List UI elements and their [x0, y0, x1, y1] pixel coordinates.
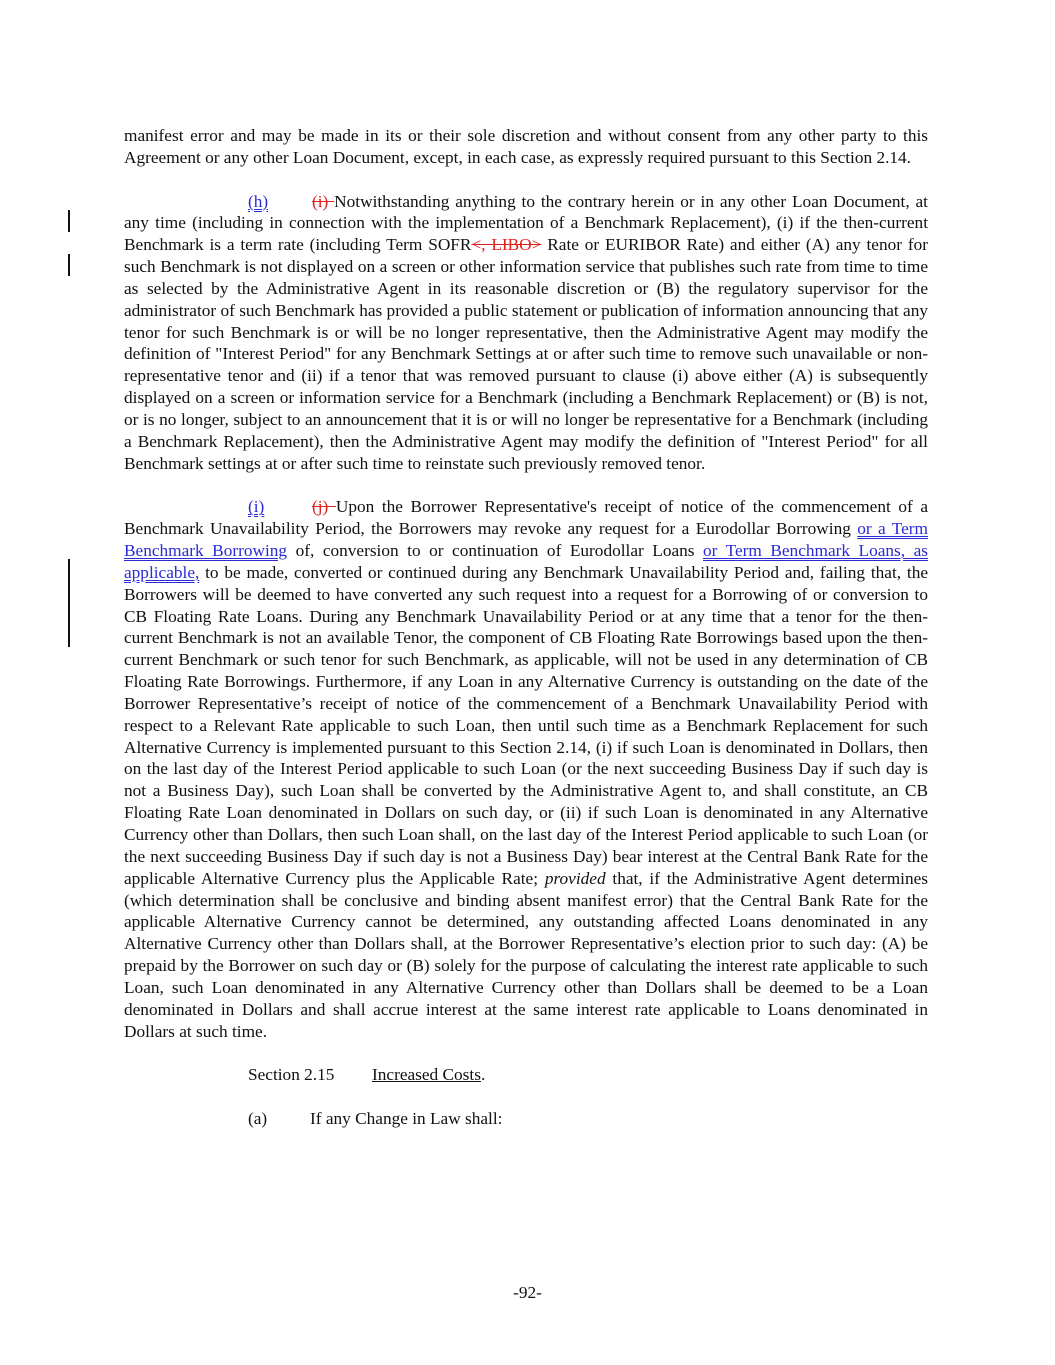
paragraph-text: Notwithstanding anything to the contrary herein or in any other Loan Document, at any time (including in connection with the implementation of a Benchmark Replacement), (i) if the then-current Benchmark is a term rate (including Term SOFR — [124, 191, 928, 255]
deleted-text: <, LIBO> — [471, 235, 542, 255]
section-number: Section 2.15 — [248, 1065, 335, 1085]
subsection-text: If any Change in Law shall: — [310, 1108, 503, 1128]
paragraph-text: Upon the Borrower Representative's receipt of notice of the commencement of a Benchmark Unavailability Period, the Borrowers may revoke any request for a Eurodollar Borrowing — [124, 497, 928, 539]
section-period: . — [480, 1065, 486, 1085]
inserted-text: or Term Benchmark Loans, as applicable, — [124, 541, 929, 582]
subsection-a — [248, 1108, 928, 1130]
paragraph-i — [124, 496, 928, 1042]
paragraph-continuation: manifest error and may be made in its or their sole discretion and without consent from any other party to this Agreement or any other Loan Document, except, in each case, as expressly required pursuant to this Section 2.14. — [124, 126, 928, 167]
document-body — [124, 125, 928, 1152]
section-title: Increased Costs — [372, 1065, 481, 1085]
deleted-label: (i) — [312, 191, 335, 211]
inserted-label-i: (i) — [248, 497, 265, 517]
paragraph-text: Rate or EURIBOR Rate) and either (A) any tenor for such Benchmark is not displayed on a screen or other information service that publishes such rate from time to time as selected by the Administrative Agent in its reasonable discretion or (B) the regulatory supervisor for the administrator of such Benchmark has provided a public statement or publication of information announcing that any tenor for such Benchmark is or will be no longer representative, then the Administrative Agent may modify the definition of "Interest Period" for any Benchmark Settings at or after such time to remove such unavailable or non-representative tenor and (ii) if a tenor that was removed pursuant to clause (i) above either (A) is subsequently displayed on a screen or information service for a Benchmark (including a Benchmark Replacement) or (B) is not, or is no longer, subject to an announcement that it is or will no longer be representative for a Benchmark (including a Benchmark Replacement), then the Administrative Agent may modify the definition of "Interest Period" for all Benchmark settings at or after such time to reinstate such previously removed tenor. — [124, 235, 928, 473]
change-bar — [68, 254, 70, 276]
deleted-label: (j) — [312, 497, 336, 517]
change-bar — [68, 559, 70, 647]
section-heading — [248, 1064, 928, 1086]
paragraph-text: to be made, converted or continued during any Benchmark Unavailability Period and, failing that, the Borrowers will be deemed to have converted any such request into a request for a Borrowing of or conversion to CB Floating Rate Loans. During any Benchmark Unavailability Period or at any time that a tenor for the then-current Benchmark is not an available Tenor, the component of CB Floating Rate Borrowings based upon the then-current Benchmark or such tenor for such Benchmark, as applicable, will not be used in any determination of CB Floating Rate Borrowings. Furthermore, if any Loan in any Alternative Currency is outstanding on the date of the Borrower Representative’s receipt of notice of the commencement of a Benchmark Unavailability Period with respect to a Relevant Rate applicable to such Loan, then until such time as a Benchmark Replacement for such Alternative Currency is implemented pursuant to this Section 2.14, (i) if such Loan is denominated in Dollars, then on the last day of the Interest Period applicable to such Loan (or the next succeeding Business Day if such day is not a Business Day), such Loan shall be converted by the Administrative Agent to, and shall constitute, an CB Floating Rate Loan denominated in Dollars on such day, or (ii) if such Loan is denominated in any Alternative Currency other than Dollars, then such Loan shall, on the last day of the Interest Period applicable to such Loan (or the next succeeding Business Day if such day is not a Business Day) bear interest at the Central Bank Rate for the applicable Alternative Currency plus the Applicable Rate; — [124, 562, 928, 888]
change-bar — [68, 210, 70, 232]
paragraph-text: of, conversion to or continuation of Eurodollar Loans — [287, 541, 704, 561]
subsection-label: (a) — [248, 1108, 268, 1128]
paragraph-h — [124, 191, 928, 475]
inserted-text: or a Term Benchmark Borrowing — [124, 519, 928, 561]
page-number: -92- — [513, 1283, 542, 1302]
inserted-label-h: (h) — [248, 191, 269, 211]
paragraph-text: that, if the Administrative Agent determines (which determination shall be conclusive and binding absent manifest error) that the Central Bank Rate for the applicable Alternative Currency cannot be determined, any outstanding affected Loans denominated in any Alternative Currency other than Dollars shall, at the Borrower Representative’s election prior to such day: (A) be prepaid by the Borrower on such day or (B) solely for the purpose of calculating the interest rate applicable to such Loan, such Loan denominated in any Alternative Currency other than Dollars shall be deemed to be a Loan denominated in Dollars and shall accrue interest at the same interest rate applicable to Loans denominated in Dollars at such time. — [124, 868, 929, 1041]
italic-term: provided — [544, 868, 606, 888]
